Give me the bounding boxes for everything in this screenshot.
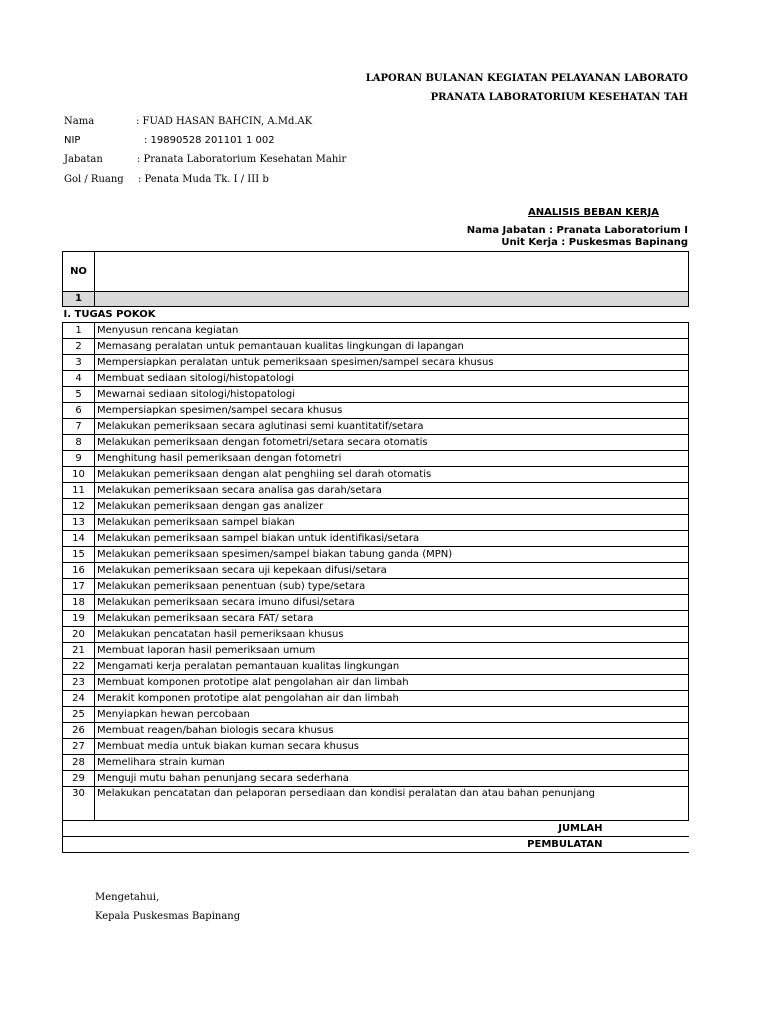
identity-value: : Pranata Laboratorium Kesehatan Mahir bbox=[137, 154, 347, 165]
row-no: 12 bbox=[63, 499, 95, 515]
identity-label: Nama bbox=[64, 116, 95, 127]
header-task bbox=[95, 252, 689, 292]
mengetahui-label: Mengetahui, bbox=[95, 892, 160, 903]
row-no: 7 bbox=[63, 419, 95, 435]
kepala-label: Kepala Puskesmas Bapinang bbox=[95, 911, 241, 922]
identity-value: : 19890528 201101 1 002 bbox=[144, 135, 275, 146]
row-task: Mengamati kerja peralatan pemantauan kualitas lingkungan bbox=[95, 659, 689, 675]
table-row bbox=[63, 531, 689, 547]
table-row bbox=[63, 643, 689, 659]
summary-row-jumlah bbox=[63, 821, 689, 837]
table-row bbox=[63, 611, 689, 627]
row-no: 4 bbox=[63, 371, 95, 387]
row-task: Mewarnai sediaan sitologi/histopatologi bbox=[95, 387, 689, 403]
row-no: 22 bbox=[63, 659, 95, 675]
row-task: Menghitung hasil pemeriksaan dengan fotometri bbox=[95, 451, 689, 467]
table-row bbox=[63, 691, 689, 707]
table-row bbox=[63, 707, 689, 723]
row-no: 14 bbox=[63, 531, 95, 547]
table-row bbox=[63, 579, 689, 595]
table-row bbox=[63, 515, 689, 531]
identity-label: Jabatan bbox=[64, 154, 103, 165]
identity-value: : Penata Muda Tk. I / III b bbox=[138, 174, 269, 185]
row-task: Mempersiapkan spesimen/sampel secara khusus bbox=[95, 403, 689, 419]
index-task bbox=[95, 292, 689, 307]
row-task: Memasang peralatan untuk pemantauan kualitas lingkungan di lapangan bbox=[95, 339, 689, 355]
row-no: 17 bbox=[63, 579, 95, 595]
table-row bbox=[63, 787, 689, 821]
table-row bbox=[63, 419, 689, 435]
analysis-unit-kerja: Unit Kerja : Puskesmas Bapinang bbox=[501, 237, 688, 248]
row-task: Melakukan pemeriksaan dengan alat penghiing sel darah otomatis bbox=[95, 467, 689, 483]
table-row bbox=[63, 739, 689, 755]
section-row bbox=[63, 307, 689, 323]
section-title: I. TUGAS POKOK bbox=[63, 307, 689, 323]
table-row bbox=[63, 563, 689, 579]
row-no: 28 bbox=[63, 755, 95, 771]
row-no: 15 bbox=[63, 547, 95, 563]
row-no: 25 bbox=[63, 707, 95, 723]
row-no: 1 bbox=[63, 323, 95, 339]
table-row bbox=[63, 755, 689, 771]
table-row bbox=[63, 387, 689, 403]
table-row bbox=[63, 771, 689, 787]
row-task: Melakukan pemeriksaan dengan fotometri/setara secara otomatis bbox=[95, 435, 689, 451]
row-task: Mempersiapkan peralatan untuk pemeriksaan spesimen/sampel secara khusus bbox=[95, 355, 689, 371]
analysis-nama-jabatan: Nama Jabatan : Pranata Laboratorium I bbox=[466, 225, 688, 236]
table-header-row bbox=[63, 252, 689, 292]
table-row bbox=[63, 547, 689, 563]
row-no: 30 bbox=[63, 787, 95, 821]
row-task: Melakukan pemeriksaan secara uji kepekaan difusi/setara bbox=[95, 563, 689, 579]
row-no: 20 bbox=[63, 627, 95, 643]
row-no: 27 bbox=[63, 739, 95, 755]
jumlah-label: JUMLAH bbox=[63, 821, 689, 837]
table-row bbox=[63, 403, 689, 419]
table-row bbox=[63, 467, 689, 483]
row-task: Membuat komponen prototipe alat pengolahan air dan limbah bbox=[95, 675, 689, 691]
row-task: Melakukan pemeriksaan dengan gas analizer bbox=[95, 499, 689, 515]
row-no: 2 bbox=[63, 339, 95, 355]
row-no: 3 bbox=[63, 355, 95, 371]
row-task: Melakukan pemeriksaan secara analisa gas darah/setara bbox=[95, 483, 689, 499]
table-row bbox=[63, 355, 689, 371]
table-index-row bbox=[63, 292, 689, 307]
table-row bbox=[63, 659, 689, 675]
identity-value: : FUAD HASAN BAHCIN, A.Md.AK bbox=[136, 116, 313, 127]
row-no: 23 bbox=[63, 675, 95, 691]
row-task: Menyiapkan hewan percobaan bbox=[95, 707, 689, 723]
report-title: LAPORAN BULANAN KEGIATAN PELAYANAN LABORATO bbox=[365, 73, 688, 84]
table-row bbox=[63, 451, 689, 467]
table-row bbox=[63, 723, 689, 739]
row-task: Melakukan pemeriksaan sampel biakan bbox=[95, 515, 689, 531]
identity-label: Gol / Ruang bbox=[64, 174, 124, 185]
row-task: Melakukan pemeriksaan secara FAT/ setara bbox=[95, 611, 689, 627]
report-subtitle: PRANATA LABORATORIUM KESEHATAN TAH bbox=[430, 92, 688, 103]
row-no: 19 bbox=[63, 611, 95, 627]
row-no: 21 bbox=[63, 643, 95, 659]
row-task: Melakukan pemeriksaan secara imuno difusi/setara bbox=[95, 595, 689, 611]
row-no: 11 bbox=[63, 483, 95, 499]
row-no: 8 bbox=[63, 435, 95, 451]
row-task: Merakit komponen prototipe alat pengolahan air dan limbah bbox=[95, 691, 689, 707]
row-no: 26 bbox=[63, 723, 95, 739]
row-task: Membuat sediaan sitologi/histopatologi bbox=[95, 371, 689, 387]
row-task: Menguji mutu bahan penunjang secara sederhana bbox=[95, 771, 689, 787]
row-task: Melakukan pemeriksaan sampel biakan untuk identifikasi/setara bbox=[95, 531, 689, 547]
row-task: Membuat laporan hasil pemeriksaan umum bbox=[95, 643, 689, 659]
table-row bbox=[63, 435, 689, 451]
pembulatan-label: PEMBULATAN bbox=[63, 837, 689, 853]
row-no: 5 bbox=[63, 387, 95, 403]
row-no: 10 bbox=[63, 467, 95, 483]
row-task: Melakukan pemeriksaan spesimen/sampel biakan tabung ganda (MPN) bbox=[95, 547, 689, 563]
table-row bbox=[63, 499, 689, 515]
row-task: Melakukan pemeriksaan penentuan (sub) type/setara bbox=[95, 579, 689, 595]
header-no: NO bbox=[63, 252, 95, 292]
workload-table bbox=[62, 251, 688, 853]
row-no: 29 bbox=[63, 771, 95, 787]
row-task: Melakukan pemeriksaan secara aglutinasi semi kuantitatif/setara bbox=[95, 419, 689, 435]
table-row bbox=[63, 595, 689, 611]
table-row bbox=[63, 323, 689, 339]
row-no: 13 bbox=[63, 515, 95, 531]
row-no: 9 bbox=[63, 451, 95, 467]
row-no: 6 bbox=[63, 403, 95, 419]
table-row bbox=[63, 483, 689, 499]
table-row bbox=[63, 339, 689, 355]
identity-label: NIP bbox=[64, 135, 81, 146]
summary-row-pembulatan bbox=[63, 837, 689, 853]
row-no: 24 bbox=[63, 691, 95, 707]
row-task: Menyusun rencana kegiatan bbox=[95, 323, 689, 339]
row-task: Membuat media untuk biakan kuman secara khusus bbox=[95, 739, 689, 755]
table-row bbox=[63, 627, 689, 643]
index-no: 1 bbox=[63, 292, 95, 307]
row-no: 18 bbox=[63, 595, 95, 611]
table-row bbox=[63, 371, 689, 387]
row-task: Melakukan pencatatan hasil pemeriksaan khusus bbox=[95, 627, 689, 643]
row-task: Melakukan pencatatan dan pelaporan persediaan dan kondisi peralatan dan atau bahan penunjang bbox=[95, 787, 689, 821]
row-task: Membuat reagen/bahan biologis secara khusus bbox=[95, 723, 689, 739]
row-no: 16 bbox=[63, 563, 95, 579]
row-task: Memelihara strain kuman bbox=[95, 755, 689, 771]
table-row bbox=[63, 675, 689, 691]
analysis-title: ANALISIS BEBAN KERJA bbox=[528, 207, 659, 218]
